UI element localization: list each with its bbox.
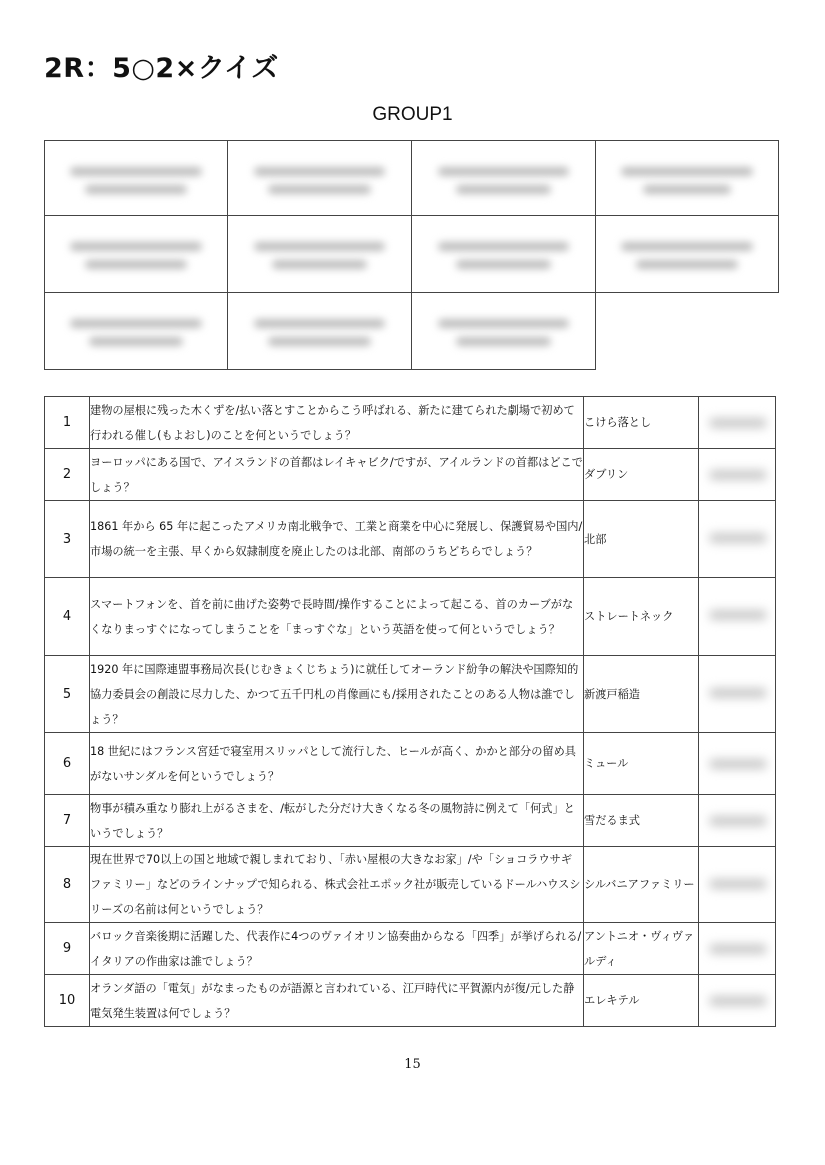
grid-cell — [411, 292, 596, 370]
redacted-cell — [699, 397, 776, 449]
grid-cell — [44, 215, 228, 293]
answer-text: ダブリン — [584, 449, 699, 501]
grid-cell — [411, 140, 596, 216]
redacted-cell — [699, 847, 776, 923]
grid-cell — [595, 140, 779, 216]
grid-cell — [44, 140, 228, 216]
question-number: 1 — [45, 397, 90, 449]
redacted-cell — [699, 975, 776, 1027]
group-heading: GROUP1 — [372, 104, 453, 125]
question-text: 18 世紀にはフランス宮廷で寝室用スリッパとして流行した、ヒールが高く、かかと部分の留め具がないサンダルを何というでしょう？ — [90, 733, 584, 795]
table-row — [45, 733, 776, 795]
question-table — [44, 396, 776, 1027]
group-grid-redacted — [44, 140, 779, 370]
question-number: 6 — [45, 733, 90, 795]
table-row — [45, 449, 776, 501]
answer-text: 北部 — [584, 501, 699, 578]
question-number: 10 — [45, 975, 90, 1027]
question-text: 現在世界で70以上の国と地域で親しまれており、「赤い屋根の大きなお家」/や「ショコラウサギファミリー」などのラインナップで知られる、株式会社エポック社が販売しているドールハウスシリーズの名前は何というでしょう？ — [90, 847, 584, 923]
redacted-cell — [699, 795, 776, 847]
grid-cell — [227, 215, 412, 293]
page-number: 15 — [404, 1057, 421, 1072]
question-text: バロック音楽後期に活躍した、代表作に4つのヴァイオリン協奏曲からなる「四季」が挙げられる/イタリアの作曲家は誰でしょう？ — [90, 923, 584, 975]
grid-cell — [44, 292, 228, 370]
answer-text: 雪だるま式 — [584, 795, 699, 847]
table-row — [45, 656, 776, 733]
question-text: 1920 年に国際連盟事務局次長(じむきょくじちょう)に就任してオーランド紛争の解決や国際知的協力委員会の創設に尽力した、かつて五千円札の肖像画にも/採用されたことのある人物は誰でしょう？ — [90, 656, 584, 733]
question-number: 8 — [45, 847, 90, 923]
question-number: 5 — [45, 656, 90, 733]
table-row — [45, 923, 776, 975]
question-text: オランダ語の「電気」がなまったものが語源と言われている、江戸時代に平賀源内が復/元した静電気発生装置は何でしょう？ — [90, 975, 584, 1027]
table-row — [45, 795, 776, 847]
table-row — [45, 578, 776, 656]
answer-text: こけら落とし — [584, 397, 699, 449]
question-number: 9 — [45, 923, 90, 975]
table-row — [45, 975, 776, 1027]
question-number: 4 — [45, 578, 90, 656]
question-text: ヨーロッパにある国で、アイスランドの首都はレイキャビク/ですが、アイルランドの首都はどこでしょう？ — [90, 449, 584, 501]
table-row — [45, 501, 776, 578]
answer-text: ミュール — [584, 733, 699, 795]
answer-text: ストレートネック — [584, 578, 699, 656]
question-text: 物事が積み重なり膨れ上がるさまを、/転がした分だけ大きくなる冬の風物詩に例えて「何式」というでしょう？ — [90, 795, 584, 847]
redacted-cell — [699, 923, 776, 975]
answer-text: 新渡戸稲造 — [584, 656, 699, 733]
grid-cell — [411, 215, 596, 293]
question-number: 3 — [45, 501, 90, 578]
grid-cell — [227, 292, 412, 370]
document-title: 2R：5○2×クイズ — [44, 53, 279, 84]
answer-text: エレキテル — [584, 975, 699, 1027]
question-text: 1861 年から 65 年に起こったアメリカ南北戦争で、工業と商業を中心に発展し、保護貿易や国内/市場の統一を主張、早くから奴隷制度を廃止したのは北部、南部のうちどちらでしょう？ — [90, 501, 584, 578]
answer-text: アントニオ・ヴィヴァルディ — [584, 923, 699, 975]
question-text: 建物の屋根に残った木くずを/払い落とすことからこう呼ばれる、新たに建てられた劇場で初めて行われる催し(もよおし)のことを何というでしょう？ — [90, 397, 584, 449]
table-row — [45, 397, 776, 449]
table-row — [45, 847, 776, 923]
question-text: スマートフォンを、首を前に曲げた姿勢で長時間/操作することによって起こる、首のカーブがなくなりまっすぐになってしまうことを「まっすぐな」という英語を使って何というでしょう？ — [90, 578, 584, 656]
redacted-cell — [699, 501, 776, 578]
question-number: 2 — [45, 449, 90, 501]
grid-cell — [227, 140, 412, 216]
answer-text: シルバニアファミリー — [584, 847, 699, 923]
redacted-cell — [699, 733, 776, 795]
question-number: 7 — [45, 795, 90, 847]
redacted-cell — [699, 656, 776, 733]
grid-cell — [595, 215, 779, 293]
redacted-cell — [699, 449, 776, 501]
redacted-cell — [699, 578, 776, 656]
